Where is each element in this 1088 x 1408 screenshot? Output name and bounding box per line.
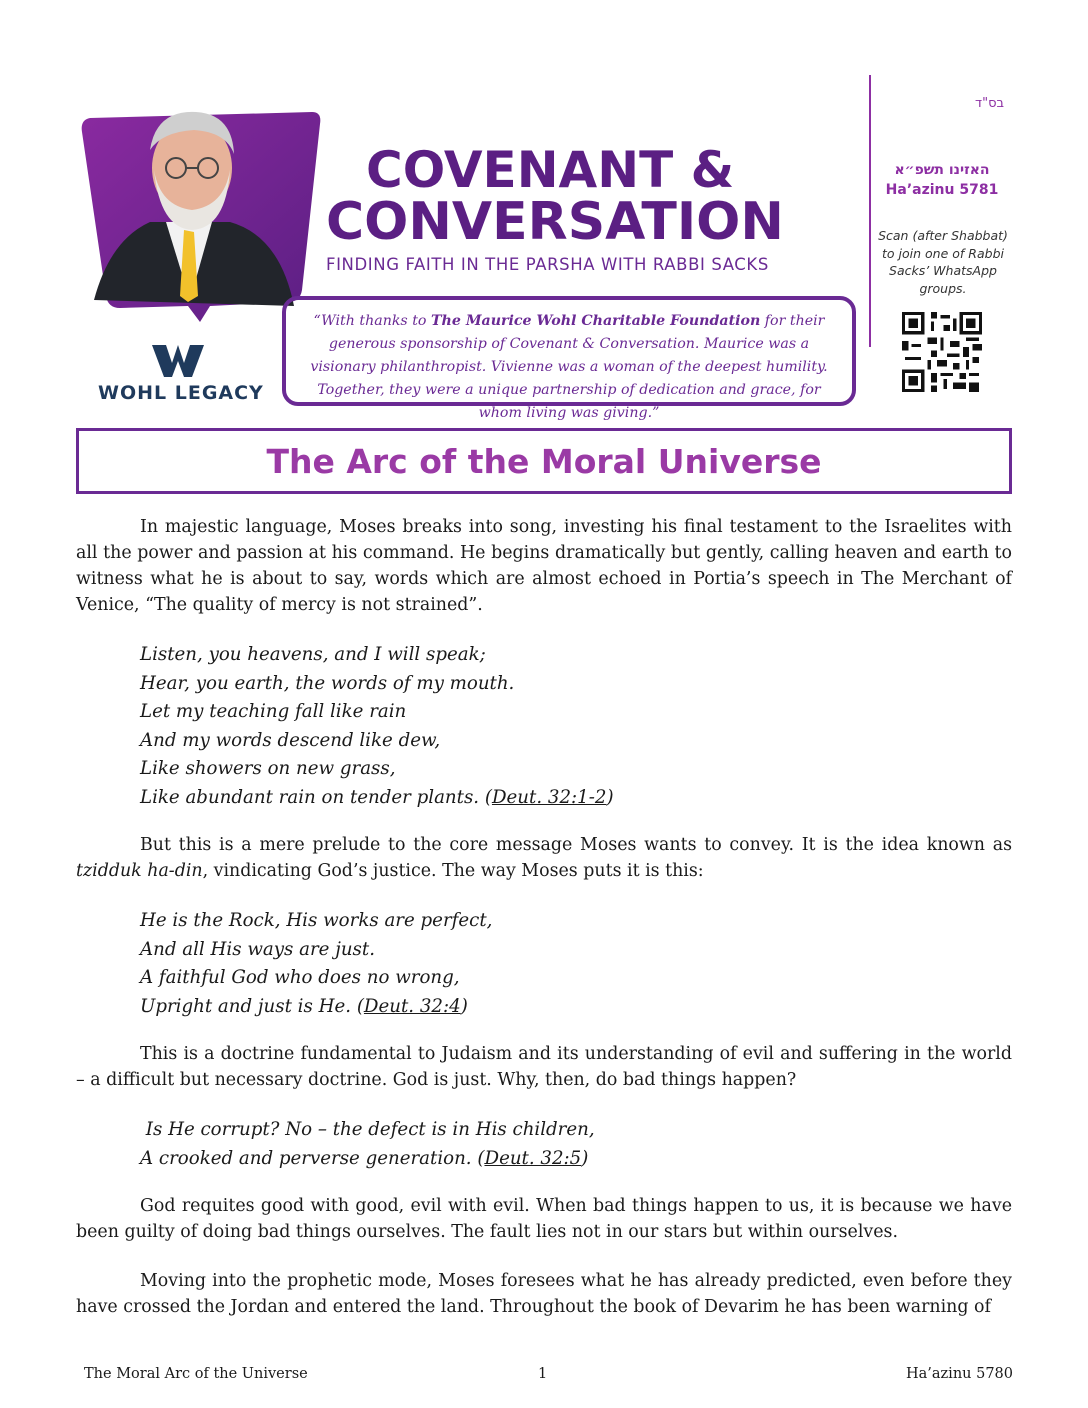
verse-reference-link[interactable]: Deut. 32:1-2: [491, 786, 607, 808]
verse-line: Is He corrupt? No – the defect is in His children,: [140, 1119, 595, 1140]
verse-line-text: Upright and just is He.: [140, 995, 357, 1017]
verse-line: A faithful God who does no wrong,: [140, 967, 460, 988]
thanks-rest: for their generous sponsorship of Covenant & Conversation. Maurice was a visionary philanthropist. Vivienne was a woman of the deepest humility. Together, they were a unique partnership of dedication and grace, for whom living was giving.”: [310, 313, 828, 421]
verse-reference-link[interactable]: Deut. 32:5: [484, 1147, 582, 1169]
verse-reference-link[interactable]: Deut. 32:4: [363, 995, 461, 1017]
whatsapp-qr-code-icon[interactable]: [902, 312, 982, 392]
article-title-box: [76, 428, 1012, 494]
verse-block-1: [140, 641, 1012, 812]
verse-line: Hear, you earth, the words of my mouth.: [140, 672, 515, 694]
sponsor-thanks-box: [282, 296, 856, 421]
verse-line: Upright and just is He. (Deut. 32:4): [140, 995, 468, 1017]
verse-line-text: Like abundant rain on tender plants.: [140, 786, 485, 808]
paragraph-2: [76, 832, 1012, 884]
article-title: The Arc of the Moral Universe: [266, 442, 822, 481]
header-divider: [869, 75, 871, 347]
paragraph-2-term: tzidduk ha-din: [76, 861, 203, 881]
footer-page-number: 1: [538, 1366, 548, 1382]
verse-line: A crooked and perverse generation. (Deut. 32:5): [140, 1147, 589, 1169]
article-body: [76, 514, 1012, 1343]
footer-parsha: Ha’azinu 5780: [906, 1366, 1014, 1382]
parsha-english: Ha’azinu 5781: [885, 182, 999, 198]
verse-line-text: A crooked and perverse generation.: [140, 1147, 478, 1169]
wohl-legacy-logo-icon: [152, 345, 204, 377]
paragraph-4: God requites good with good, evil with evil. When bad things happen to us, it is because we have been guilty of doing bad things ourselves. The fault lies not in our stars but within ourselves.: [76, 1196, 1012, 1242]
masthead-subtitle: FINDING FAITH IN THE PARSHA WITH RABBI SACKS: [326, 255, 769, 274]
bsd-mark: בס"ד: [975, 96, 1005, 111]
parsha-hebrew: האזינו תשפ״א: [894, 162, 990, 178]
paragraph-1: In majestic language, Moses breaks into song, investing his final testament to the Israelites with all the power and passion at his command. He begins dramatically but gently, calling heaven and earth to witness what he is about to say, words which are almost echoed in Portia’s speech in The Merchant of Venice, “The quality of mercy is not strained”.: [76, 517, 1012, 615]
verse-block-3: [140, 1116, 1012, 1173]
wohl-legacy-text: WOHL LEGACY: [98, 382, 264, 404]
paragraph-2-b: , vindicating God’s justice. The way Moses puts it is this:: [202, 861, 704, 881]
rabbi-portrait: [80, 110, 322, 322]
footer-title: The Moral Arc of the Universe: [84, 1366, 308, 1382]
paragraph-3: This is a doctrine fundamental to Judaism and its understanding of evil and suffering in the world – a difficult but necessary doctrine. God is just. Why, then, do bad things happen?: [76, 1044, 1012, 1090]
thanks-foundation-name: The Maurice Wohl Charitable Foundation: [430, 313, 761, 329]
verse-line: He is the Rock, His works are perfect,: [140, 910, 493, 931]
paragraph-2-a: But this is a mere prelude to the core message Moses wants to convey. It is the idea known as: [140, 835, 1012, 855]
verse-line: Listen, you heavens, and I will speak;: [140, 644, 486, 665]
masthead-title-line2: CONVERSATION: [326, 192, 784, 252]
verse-line: Let my teaching fall like rain: [140, 701, 407, 722]
thanks-open: “With thanks to: [313, 313, 431, 329]
paragraph-5: Moving into the prophetic mode, Moses foresees what he has already predicted, even before they have crossed the Jordan and entered the land. Throughout the book of Devarim he has been warning of: [76, 1271, 1012, 1317]
verse-line: Like abundant rain on tender plants. (Deut. 32:1-2): [140, 786, 614, 808]
verse-line: And all His ways are just.: [140, 938, 375, 960]
masthead-title-line1: COVENANT &: [366, 141, 735, 199]
verse-line: Like showers on new grass,: [140, 758, 396, 779]
verse-block-2: [140, 907, 1012, 1021]
parsha-date: [880, 160, 1004, 200]
verse-line: And my words descend like dew,: [140, 729, 441, 751]
scan-instructions: Scan (after Shabbat) to join one of Rabbi Sacks’ WhatsApp groups.: [878, 228, 1008, 296]
